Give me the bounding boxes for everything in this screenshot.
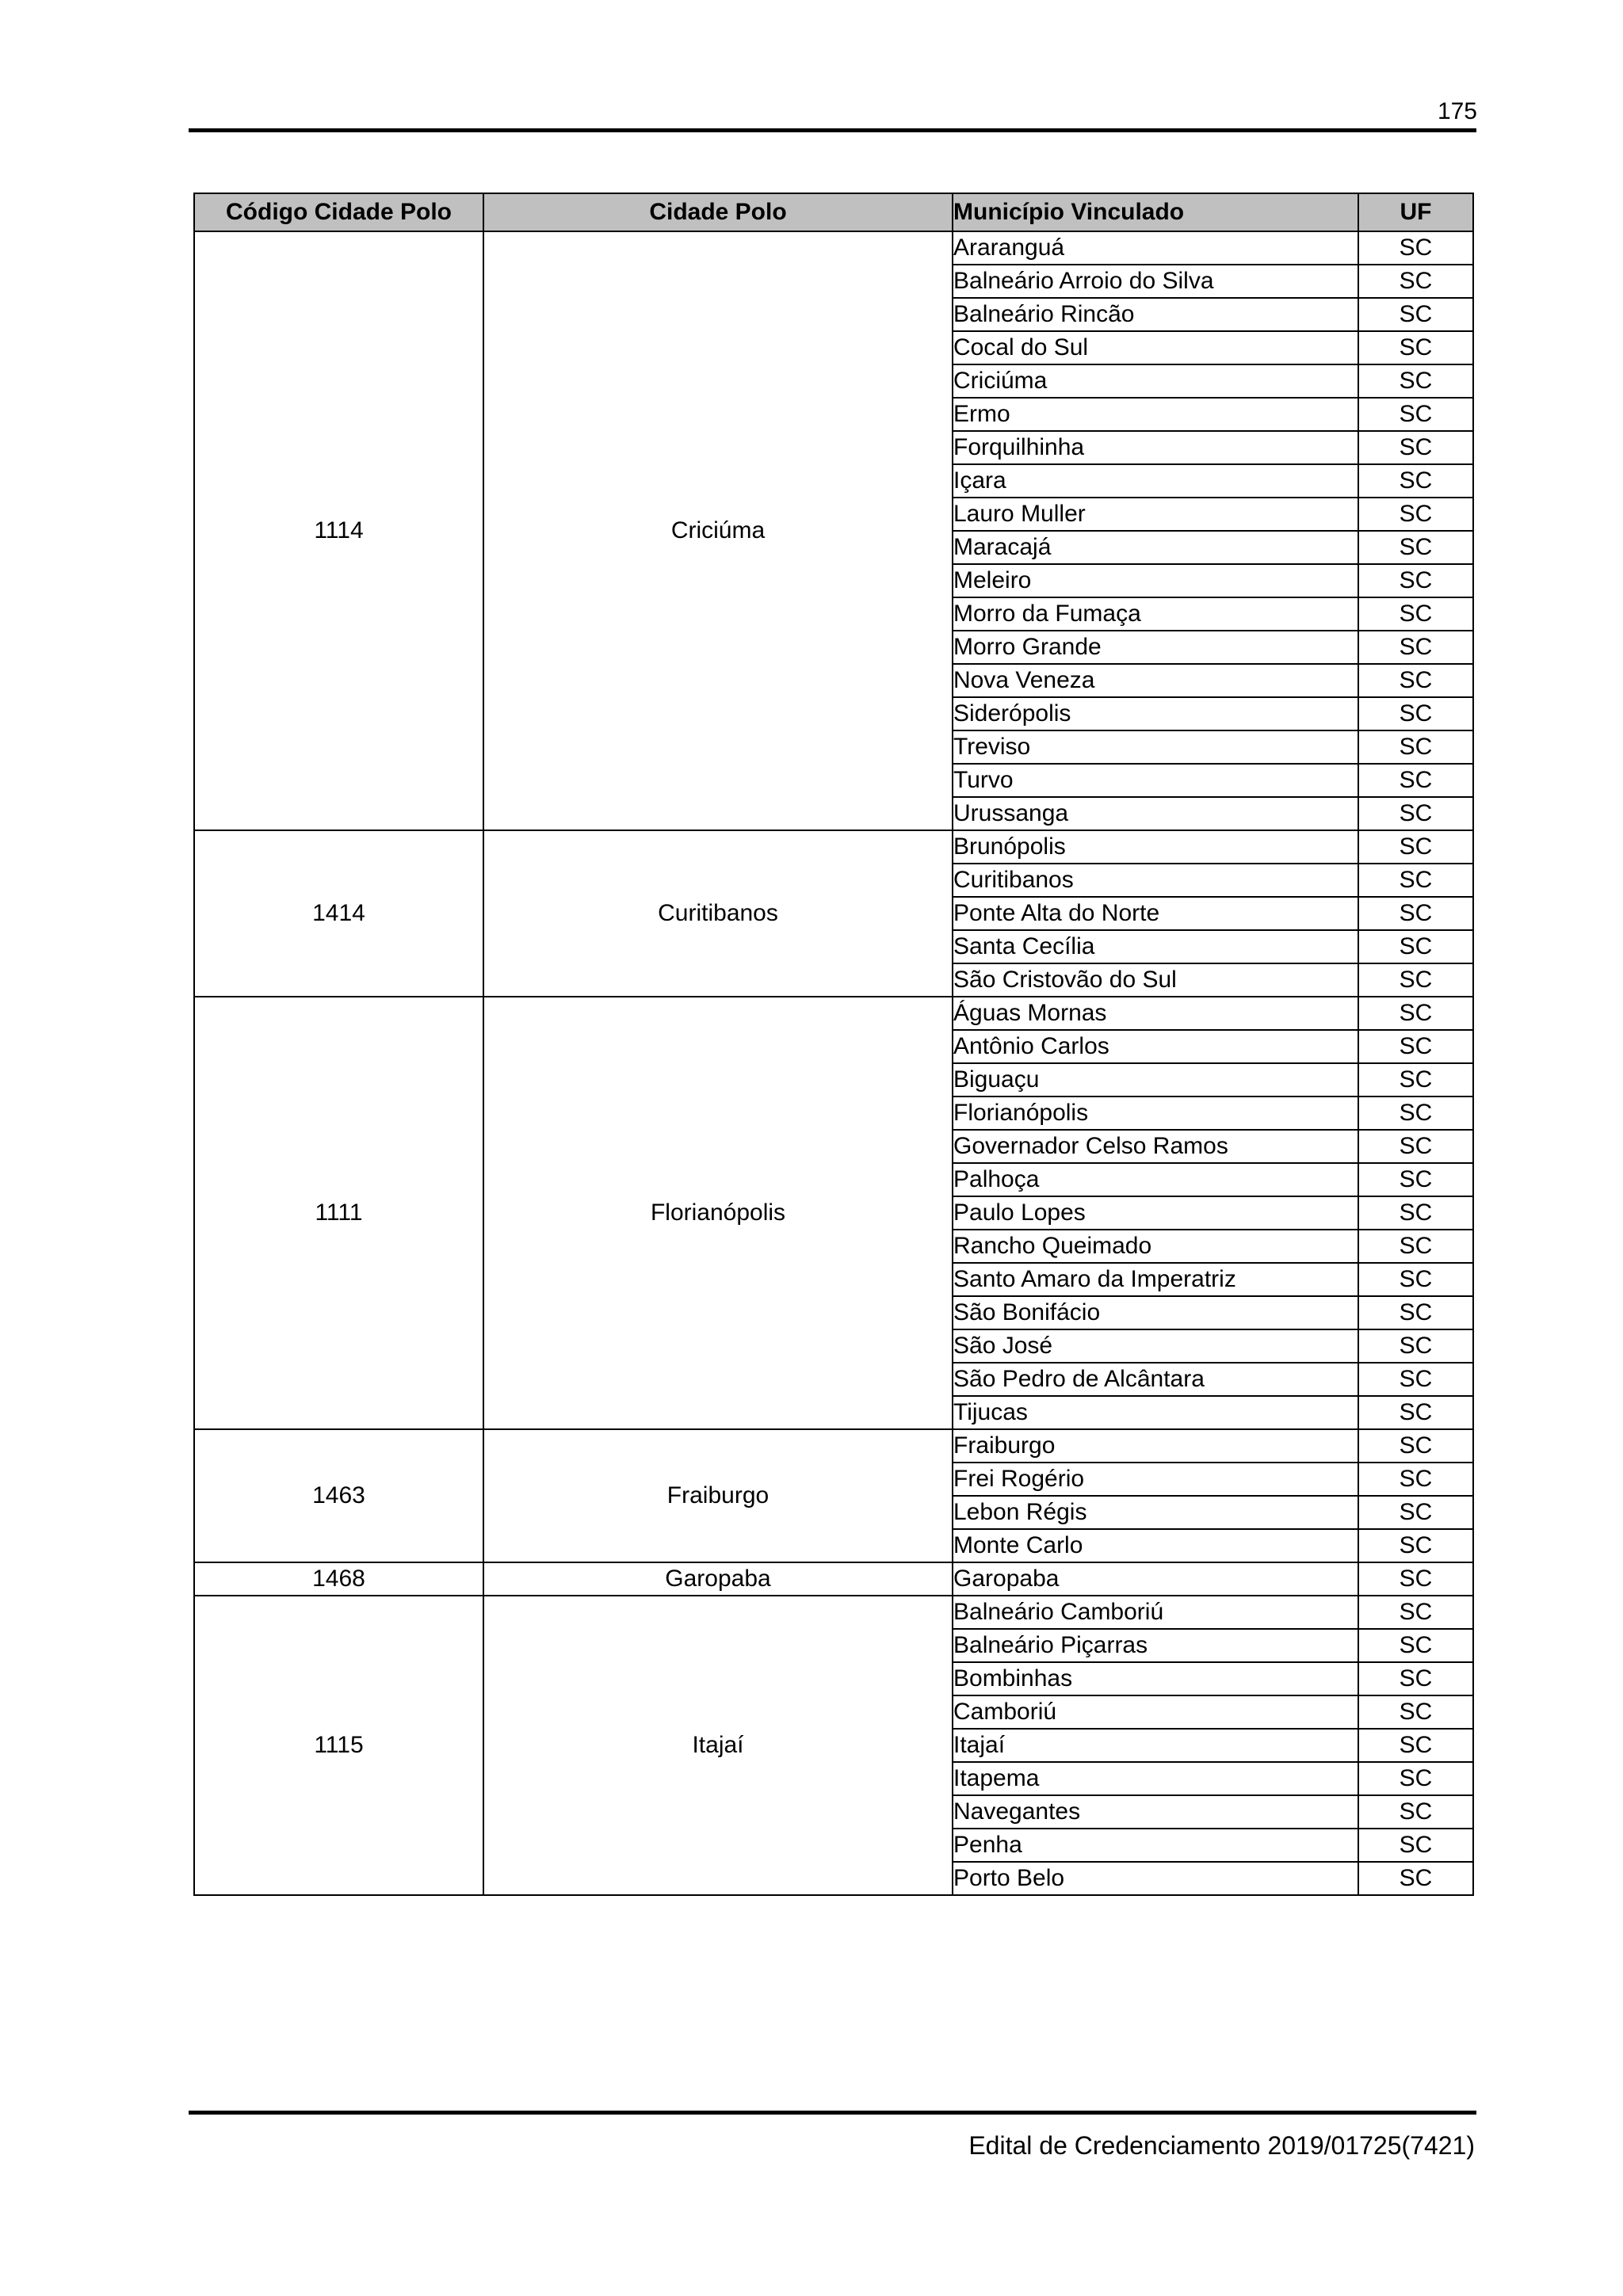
uf-cell: SC [1358, 897, 1473, 930]
cidade-polo-cell: Itajaí [483, 1596, 953, 1895]
municipio-cell: São José [953, 1329, 1358, 1363]
municipio-cell: Brunópolis [953, 830, 1358, 864]
cidade-polo-cell: Garopaba [483, 1562, 953, 1596]
uf-cell: SC [1358, 464, 1473, 498]
table-row [194, 1562, 1473, 1596]
footer-text: Edital de Credenciamento 2019/01725(7421) [968, 2131, 1475, 2160]
municipio-cell: Antônio Carlos [953, 1030, 1358, 1063]
uf-cell: SC [1358, 1329, 1473, 1363]
municipio-cell: Maracajá [953, 531, 1358, 564]
table-row [194, 231, 1473, 265]
uf-cell: SC [1358, 1496, 1473, 1529]
codigo-cell: 1463 [194, 1429, 483, 1562]
uf-cell: SC [1358, 1762, 1473, 1795]
header-cidade-polo: Cidade Polo [483, 193, 953, 231]
codigo-cell: 1111 [194, 997, 483, 1429]
cidade-polo-cell: Curitibanos [483, 830, 953, 997]
uf-cell: SC [1358, 331, 1473, 364]
table-row [194, 1596, 1473, 1629]
municipio-cell: Itapema [953, 1762, 1358, 1795]
municipio-cell: Garopaba [953, 1562, 1358, 1596]
uf-cell: SC [1358, 631, 1473, 664]
table-body [194, 231, 1473, 1895]
uf-cell: SC [1358, 997, 1473, 1030]
municipio-cell: Biguaçu [953, 1063, 1358, 1097]
uf-cell: SC [1358, 364, 1473, 398]
uf-cell: SC [1358, 1729, 1473, 1762]
municipio-cell: Araranguá [953, 231, 1358, 265]
cidade-polo-cell: Criciúma [483, 231, 953, 830]
municipio-cell: Florianópolis [953, 1097, 1358, 1130]
uf-cell: SC [1358, 1130, 1473, 1163]
uf-cell: SC [1358, 1596, 1473, 1629]
cidade-polo-cell: Fraiburgo [483, 1429, 953, 1562]
uf-cell: SC [1358, 1429, 1473, 1463]
municipio-cell: São Bonifácio [953, 1296, 1358, 1329]
municipio-cell: São Cristovão do Sul [953, 963, 1358, 997]
uf-cell: SC [1358, 1562, 1473, 1596]
uf-cell: SC [1358, 298, 1473, 331]
municipio-cell: Frei Rogério [953, 1463, 1358, 1496]
municipio-cell: Balneário Camboriú [953, 1596, 1358, 1629]
cidade-polo-cell: Florianópolis [483, 997, 953, 1429]
municipio-cell: Balneário Rincão [953, 298, 1358, 331]
header-uf: UF [1358, 193, 1473, 231]
municipio-cell: Camboriú [953, 1695, 1358, 1729]
municipio-cell: Rancho Queimado [953, 1230, 1358, 1263]
municipio-cell: Urussanga [953, 797, 1358, 830]
municipio-cell: Águas Mornas [953, 997, 1358, 1030]
uf-cell: SC [1358, 597, 1473, 631]
uf-cell: SC [1358, 1862, 1473, 1895]
uf-cell: SC [1358, 1163, 1473, 1196]
municipio-cell: Nova Veneza [953, 664, 1358, 697]
uf-cell: SC [1358, 764, 1473, 797]
table-row [194, 1429, 1473, 1463]
municipio-cell: Turvo [953, 764, 1358, 797]
municipio-cell: Ermo [953, 398, 1358, 431]
municipio-cell: Itajaí [953, 1729, 1358, 1762]
polo-table [193, 193, 1474, 1896]
uf-cell: SC [1358, 1196, 1473, 1230]
uf-cell: SC [1358, 398, 1473, 431]
uf-cell: SC [1358, 431, 1473, 464]
uf-cell: SC [1358, 830, 1473, 864]
municipio-cell: Forquilhinha [953, 431, 1358, 464]
header-rule [189, 128, 1476, 132]
uf-cell: SC [1358, 1662, 1473, 1695]
municipio-cell: Lebon Régis [953, 1496, 1358, 1529]
table-header-row [194, 193, 1473, 231]
uf-cell: SC [1358, 664, 1473, 697]
municipio-cell: Meleiro [953, 564, 1358, 597]
codigo-cell: 1468 [194, 1562, 483, 1596]
municipio-cell: São Pedro de Alcântara [953, 1363, 1358, 1396]
municipio-cell: Curitibanos [953, 864, 1358, 897]
municipio-cell: Monte Carlo [953, 1529, 1358, 1562]
municipio-cell: Siderópolis [953, 697, 1358, 730]
municipio-cell: Morro Grande [953, 631, 1358, 664]
municipio-cell: Tijucas [953, 1396, 1358, 1429]
uf-cell: SC [1358, 1097, 1473, 1130]
uf-cell: SC [1358, 1795, 1473, 1829]
uf-cell: SC [1358, 1230, 1473, 1263]
page-number: 175 [1437, 98, 1477, 124]
municipio-cell: Ponte Alta do Norte [953, 897, 1358, 930]
uf-cell: SC [1358, 1396, 1473, 1429]
municipio-cell: Governador Celso Ramos [953, 1130, 1358, 1163]
municipio-cell: Morro da Fumaça [953, 597, 1358, 631]
municipio-cell: Içara [953, 464, 1358, 498]
uf-cell: SC [1358, 797, 1473, 830]
uf-cell: SC [1358, 730, 1473, 764]
uf-cell: SC [1358, 1296, 1473, 1329]
municipio-cell: Cocal do Sul [953, 331, 1358, 364]
municipio-cell: Santo Amaro da Imperatriz [953, 1263, 1358, 1296]
uf-cell: SC [1358, 1030, 1473, 1063]
municipio-cell: Navegantes [953, 1795, 1358, 1829]
uf-cell: SC [1358, 498, 1473, 531]
municipio-cell: Lauro Muller [953, 498, 1358, 531]
municipio-cell: Balneário Arroio do Silva [953, 265, 1358, 298]
table-row [194, 997, 1473, 1030]
uf-cell: SC [1358, 231, 1473, 265]
uf-cell: SC [1358, 1829, 1473, 1862]
uf-cell: SC [1358, 531, 1473, 564]
uf-cell: SC [1358, 1529, 1473, 1562]
footer-rule [189, 2111, 1476, 2115]
uf-cell: SC [1358, 963, 1473, 997]
municipio-cell: Bombinhas [953, 1662, 1358, 1695]
uf-cell: SC [1358, 1695, 1473, 1729]
uf-cell: SC [1358, 930, 1473, 963]
municipio-cell: Porto Belo [953, 1862, 1358, 1895]
uf-cell: SC [1358, 1363, 1473, 1396]
municipio-cell: Santa Cecília [953, 930, 1358, 963]
uf-cell: SC [1358, 1063, 1473, 1097]
uf-cell: SC [1358, 564, 1473, 597]
uf-cell: SC [1358, 1263, 1473, 1296]
municipio-cell: Penha [953, 1829, 1358, 1862]
municipio-cell: Paulo Lopes [953, 1196, 1358, 1230]
uf-cell: SC [1358, 1463, 1473, 1496]
uf-cell: SC [1358, 697, 1473, 730]
header-municipio: Município Vinculado [953, 193, 1358, 231]
table-row [194, 830, 1473, 864]
uf-cell: SC [1358, 864, 1473, 897]
header-codigo: Código Cidade Polo [194, 193, 483, 231]
municipio-cell: Palhoça [953, 1163, 1358, 1196]
uf-cell: SC [1358, 265, 1473, 298]
uf-cell: SC [1358, 1629, 1473, 1662]
municipio-cell: Balneário Piçarras [953, 1629, 1358, 1662]
municipio-cell: Treviso [953, 730, 1358, 764]
municipio-cell: Criciúma [953, 364, 1358, 398]
codigo-cell: 1414 [194, 830, 483, 997]
municipio-cell: Fraiburgo [953, 1429, 1358, 1463]
codigo-cell: 1114 [194, 231, 483, 830]
codigo-cell: 1115 [194, 1596, 483, 1895]
